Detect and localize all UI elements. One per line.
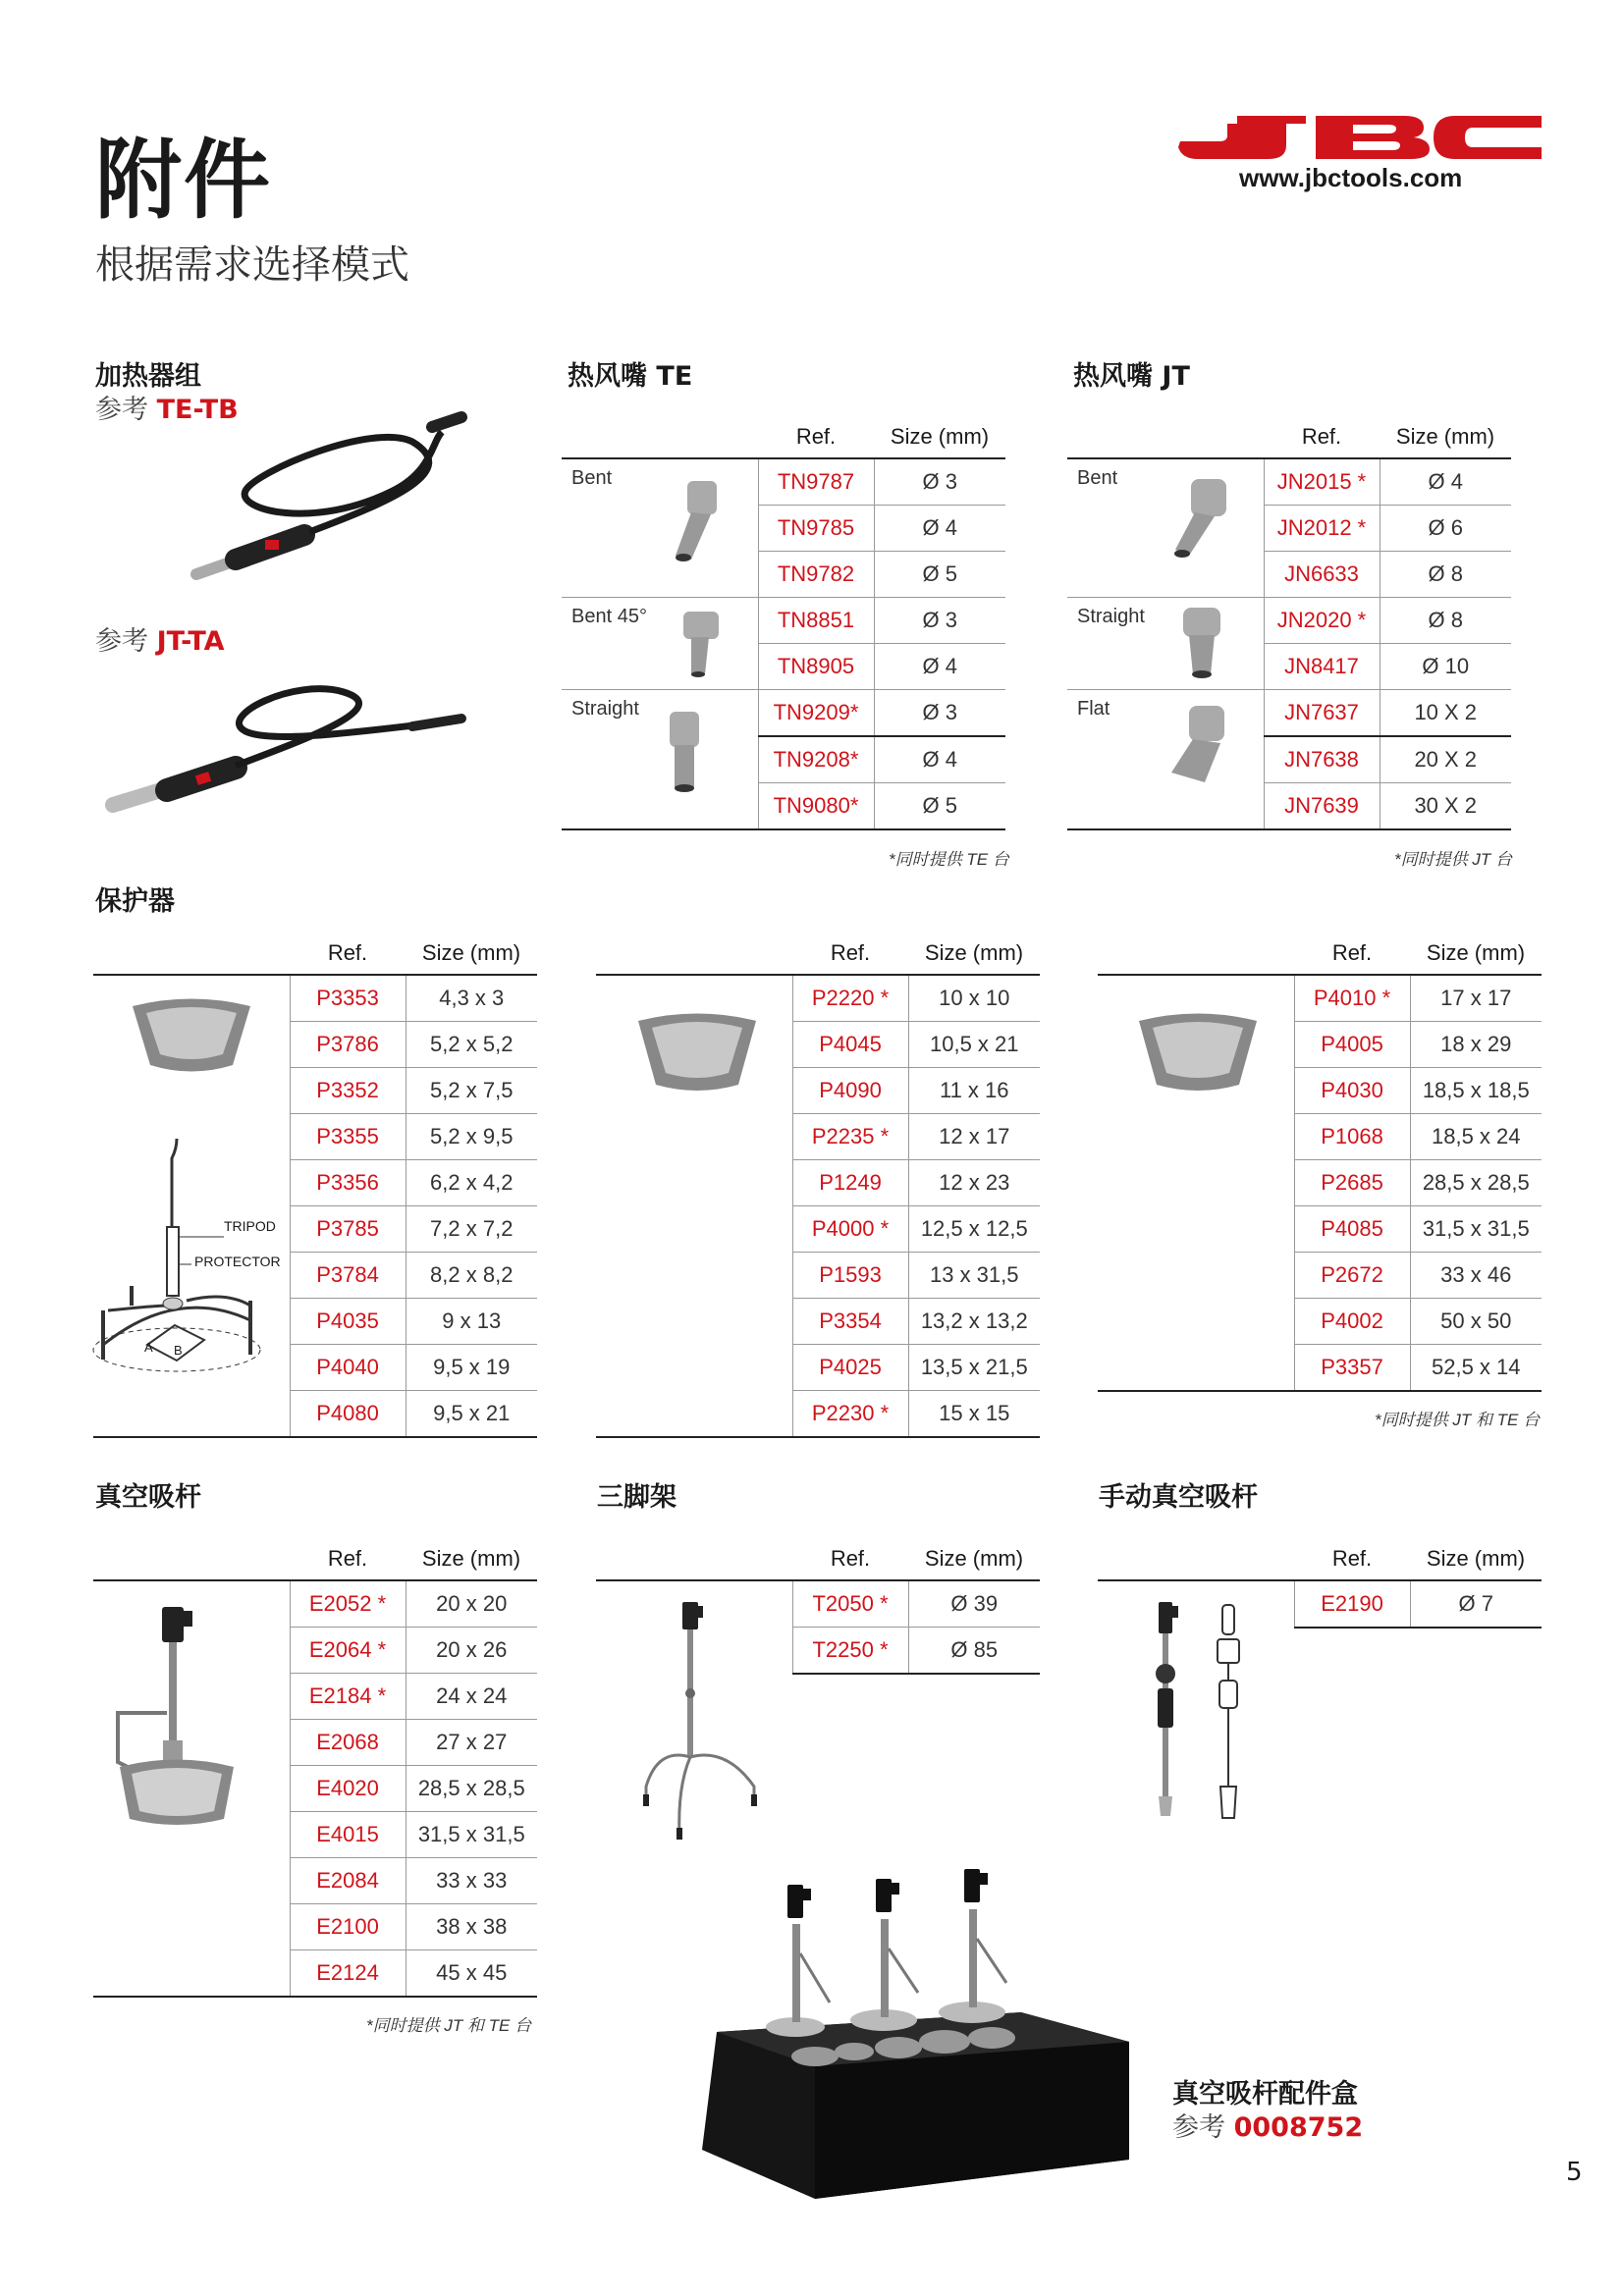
size-cell: 20 X 2 [1380,736,1511,783]
group-label: Bent [1067,458,1264,598]
size-cell: Ø 8 [1380,598,1511,644]
ref-prefix: 参考 [95,626,148,657]
size-cell: 18,5 x 18,5 [1410,1068,1542,1114]
col-size: Size (mm) [1410,933,1542,975]
ref-cell: E2064 * [290,1628,406,1674]
size-cell: 9,5 x 19 [406,1345,537,1391]
ref-cell: P1068 [1294,1114,1410,1160]
size-cell: 9,5 x 21 [406,1391,537,1438]
bent-nozzle-icon [666,479,725,567]
ref-cell: TN9209* [758,690,874,737]
ref-cell: P4090 [792,1068,908,1114]
size-cell: 18,5 x 24 [1410,1114,1542,1160]
ref-cell: P3786 [290,1022,406,1068]
straight-jt-nozzle-icon [1173,604,1232,684]
ref-cell: P4000 * [792,1206,908,1253]
tripod-image [638,1600,766,1841]
size-cell: Ø 4 [1380,458,1511,506]
protector-cup-image-1 [123,991,260,1080]
size-cell: 52,5 x 14 [1410,1345,1542,1392]
ref-cell: P4045 [792,1022,908,1068]
size-cell: Ø 8 [1380,552,1511,598]
ref-cell: E2084 [290,1858,406,1904]
vacuum-section-title: 真空吸杆 [95,1482,201,1513]
ref-cell: JN6633 [1264,552,1380,598]
col-size: Size (mm) [406,933,537,975]
ref-cell: JN2012 * [1264,506,1380,552]
te-nozzle-table [562,416,1005,830]
ref-cell: P3785 [290,1206,406,1253]
ref-cell: P4025 [792,1345,908,1391]
dimension-b-label: B [174,1343,183,1358]
size-cell: 33 x 46 [1410,1253,1542,1299]
ref-cell: JN7637 [1264,690,1380,737]
size-cell: 11 x 16 [908,1068,1040,1114]
ref-cell: E2068 [290,1720,406,1766]
size-cell: 13 x 31,5 [908,1253,1040,1299]
page-number: 5 [1566,2158,1583,2187]
size-cell: 20 x 26 [406,1628,537,1674]
size-cell: 45 x 45 [406,1950,537,1998]
page-subtitle: 根据需求选择模式 [95,242,409,288]
protector-cup-image-2 [628,1006,766,1099]
ref-prefix: 参考 [1172,2112,1225,2143]
flat-jt-nozzle-icon [1165,704,1234,788]
ref-cell: P3356 [290,1160,406,1206]
size-cell: 12 x 17 [908,1114,1040,1160]
ref-cell: TN9080* [758,783,874,830]
ref-cell: JN7639 [1264,783,1380,830]
size-cell: 4,3 x 3 [406,975,537,1022]
col-size: Size (mm) [908,1538,1040,1580]
size-cell: 7,2 x 7,2 [406,1206,537,1253]
size-cell: 13,5 x 21,5 [908,1345,1040,1391]
manual-vacuum-section-title: 手动真空吸杆 [1099,1482,1258,1513]
size-cell: 9 x 13 [406,1299,537,1345]
size-cell: 5,2 x 9,5 [406,1114,537,1160]
size-cell: 5,2 x 5,2 [406,1022,537,1068]
manual-vacuum-image [1139,1600,1276,1826]
col-ref: Ref. [290,933,406,975]
size-cell: 10,5 x 21 [908,1022,1040,1068]
size-cell: 12 x 23 [908,1160,1040,1206]
size-cell: Ø 5 [874,783,1005,830]
col-ref: Ref. [758,416,874,458]
size-cell: Ø 85 [908,1628,1040,1675]
bent45-nozzle-icon [677,608,727,682]
col-ref: Ref. [1264,416,1380,458]
ref-cell: P3355 [290,1114,406,1160]
size-cell: 10 X 2 [1380,690,1511,737]
size-cell: Ø 7 [1410,1580,1542,1628]
kit-title: 真空吸杆配件盒 [1172,2079,1358,2109]
size-cell: Ø 3 [874,598,1005,644]
size-cell: 31,5 x 31,5 [406,1812,537,1858]
jbc-logo [1178,116,1542,159]
size-cell: Ø 4 [874,736,1005,783]
ref-cell: T2250 * [792,1628,908,1675]
ref-cell: TN9787 [758,458,874,506]
ref-cell: P4010 * [1294,975,1410,1022]
ref-cell: P3784 [290,1253,406,1299]
straight-nozzle-icon [660,710,709,798]
vacuum-note: *同时提供 JT 和 TE 台 [366,2016,532,2035]
protector-note: *同时提供 JT 和 TE 台 [1375,1411,1541,1429]
vacuum-kit-box-image [697,1865,1139,2228]
ref-prefix: 参考 [95,395,148,425]
ref-cell: P4002 [1294,1299,1410,1345]
size-cell: 18 x 29 [1410,1022,1542,1068]
ref-cell: TN9782 [758,552,874,598]
size-cell: 10 x 10 [908,975,1040,1022]
ref-code: JT-TA [156,626,225,657]
heater-jt-image [98,677,491,825]
jt-nozzle-table [1067,416,1511,830]
tripod-section-title: 三脚架 [597,1482,677,1513]
heater-ref-jt [95,628,225,655]
size-cell: 28,5 x 28,5 [1410,1160,1542,1206]
jt-nozzle-note: *同时提供 JT 台 [1394,850,1512,869]
heater-te-image [137,412,452,589]
size-cell: Ø 4 [874,644,1005,690]
col-size: Size (mm) [908,933,1040,975]
group-label: Flat [1067,690,1264,830]
ref-cell: E2100 [290,1904,406,1950]
ref-cell: P4080 [290,1391,406,1438]
ref-cell: P2685 [1294,1160,1410,1206]
size-cell: 17 x 17 [1410,975,1542,1022]
size-cell: 13,2 x 13,2 [908,1299,1040,1345]
te-nozzle-section-title: 热风嘴 TE [568,361,693,392]
ref-cell: E2190 [1294,1580,1410,1628]
heater-section-title: 加热器组 [95,361,201,392]
website-url[interactable]: www.jbctools.com [1239,163,1463,192]
group-label: Bent 45° [562,598,758,690]
group-label: Straight [562,690,758,830]
ref-cell: P2235 * [792,1114,908,1160]
tripod-label: TRIPOD [224,1218,276,1234]
size-cell: 20 x 20 [406,1580,537,1628]
col-ref: Ref. [792,933,908,975]
col-size: Size (mm) [406,1538,537,1580]
ref-cell: P4035 [290,1299,406,1345]
size-cell: Ø 10 [1380,644,1511,690]
kit-ref [1172,2114,1363,2141]
ref-cell: JN8417 [1264,644,1380,690]
ref-cell: P3353 [290,975,406,1022]
col-ref: Ref. [1294,1538,1410,1580]
ref-cell: P3352 [290,1068,406,1114]
size-cell: Ø 5 [874,552,1005,598]
ref-cell: E4020 [290,1766,406,1812]
size-cell: Ø 4 [874,506,1005,552]
ref-cell: E4015 [290,1812,406,1858]
vacuum-pick-image [108,1605,255,1831]
bent-jt-nozzle-icon [1165,477,1234,565]
size-cell: Ø 3 [874,458,1005,506]
ref-cell: P1593 [792,1253,908,1299]
dimension-a-label: A [144,1340,153,1355]
col-ref: Ref. [1294,933,1410,975]
ref-cell: P4030 [1294,1068,1410,1114]
size-cell: 12,5 x 12,5 [908,1206,1040,1253]
ref-cell: JN2015 * [1264,458,1380,506]
ref-cell: P4040 [290,1345,406,1391]
size-cell: Ø 3 [874,690,1005,737]
size-cell: Ø 6 [1380,506,1511,552]
size-cell: 6,2 x 4,2 [406,1160,537,1206]
ref-cell: TN9208* [758,736,874,783]
ref-cell: P3357 [1294,1345,1410,1392]
ref-code: TE-TB [156,395,239,425]
te-nozzle-note: *同时提供 TE 台 [889,850,1009,869]
jt-nozzle-section-title: 热风嘴 JT [1073,361,1190,392]
ref-cell: TN8851 [758,598,874,644]
ref-code: 0008752 [1233,2112,1364,2143]
size-cell: 15 x 15 [908,1391,1040,1438]
size-cell: 8,2 x 8,2 [406,1253,537,1299]
ref-cell: P4085 [1294,1206,1410,1253]
col-ref: Ref. [290,1538,406,1580]
ref-cell: P4005 [1294,1022,1410,1068]
protector-cup-image-3 [1129,1006,1267,1099]
col-size: Size (mm) [874,416,1005,458]
col-size: Size (mm) [1380,416,1511,458]
ref-cell: P2230 * [792,1391,908,1438]
ref-cell: T2050 * [792,1580,908,1628]
ref-cell: TN8905 [758,644,874,690]
ref-cell: P1249 [792,1160,908,1206]
size-cell: 30 X 2 [1380,783,1511,830]
ref-cell: TN9785 [758,506,874,552]
size-cell: 24 x 24 [406,1674,537,1720]
group-label: Bent [562,458,758,598]
ref-cell: E2052 * [290,1580,406,1628]
ref-cell: P3354 [792,1299,908,1345]
size-cell: Ø 39 [908,1580,1040,1628]
ref-cell: P2672 [1294,1253,1410,1299]
ref-cell: E2184 * [290,1674,406,1720]
size-cell: 31,5 x 31,5 [1410,1206,1542,1253]
group-label: Straight [1067,598,1264,690]
col-ref: Ref. [792,1538,908,1580]
protector-section-title: 保护器 [95,886,175,917]
size-cell: 50 x 50 [1410,1299,1542,1345]
page-title: 附件 [95,130,273,231]
size-cell: 38 x 38 [406,1904,537,1950]
col-size: Size (mm) [1410,1538,1542,1580]
ref-cell: JN7638 [1264,736,1380,783]
size-cell: 33 x 33 [406,1858,537,1904]
protector-table-3 [1098,933,1542,1392]
protector-label: PROTECTOR [194,1254,281,1269]
ref-cell: P2220 * [792,975,908,1022]
size-cell: 28,5 x 28,5 [406,1766,537,1812]
size-cell: 5,2 x 7,5 [406,1068,537,1114]
size-cell: 27 x 27 [406,1720,537,1766]
ref-cell: JN2020 * [1264,598,1380,644]
ref-cell: E2124 [290,1950,406,1998]
